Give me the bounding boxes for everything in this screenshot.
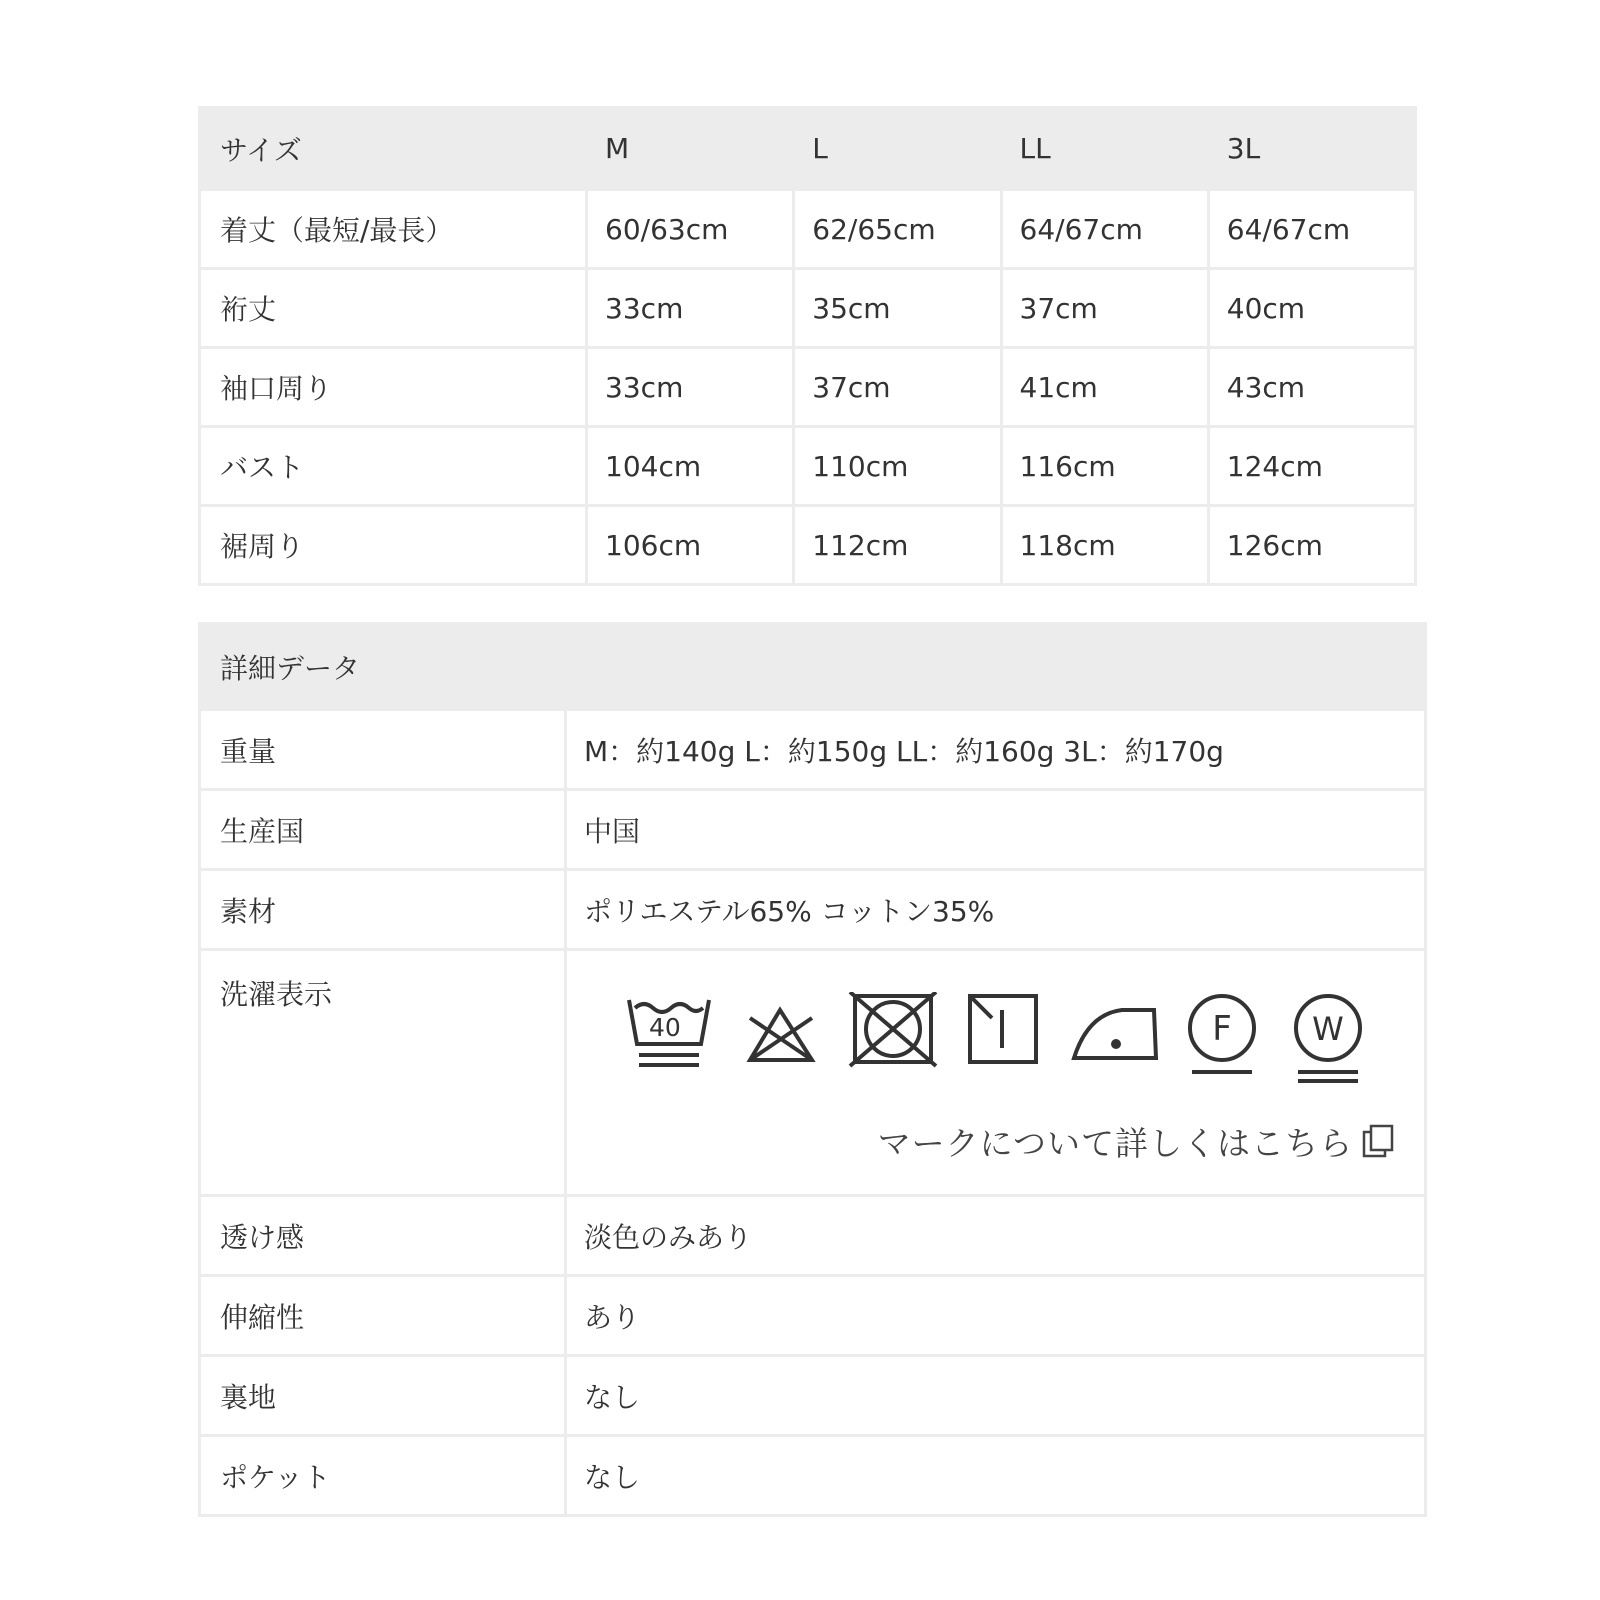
wash-wrap <box>584 952 1423 1192</box>
row-label: バスト <box>200 427 587 506</box>
detail-value: ポリエステル65% コットン35% <box>566 870 1426 950</box>
row-label: 着丈（最短/最長） <box>200 190 587 269</box>
wash-cell <box>566 950 1426 1196</box>
table-row <box>200 870 1426 950</box>
no-bleach-icon <box>750 1010 812 1060</box>
detail-table <box>198 622 1427 1517</box>
size-cell: 118cm <box>1001 506 1208 585</box>
detail-title: 詳細データ <box>200 624 1426 710</box>
row-label: 裾周り <box>200 506 587 585</box>
detail-label: 素材 <box>200 870 566 950</box>
table-row <box>200 269 1416 348</box>
size-cell: 64/67cm <box>1001 190 1208 269</box>
size-cell: 126cm <box>1208 506 1415 585</box>
table-row <box>200 190 1416 269</box>
table-row <box>200 710 1426 790</box>
table-row <box>200 1276 1426 1356</box>
iron-low-icon <box>1074 1010 1156 1058</box>
detail-value: なし <box>566 1436 1426 1516</box>
wash-40-icon <box>629 1000 709 1065</box>
size-cell: 104cm <box>587 427 794 506</box>
size-cell: 37cm <box>794 348 1001 427</box>
detail-value: なし <box>566 1356 1426 1436</box>
size-cell: 43cm <box>1208 348 1415 427</box>
dry-clean-f-icon <box>1190 996 1254 1072</box>
detail-label: 裏地 <box>200 1356 566 1436</box>
size-header-cell: LL <box>1001 108 1208 190</box>
size-cell: 110cm <box>794 427 1001 506</box>
table-row <box>200 1196 1426 1276</box>
table-row <box>200 1356 1426 1436</box>
size-header-cell: M <box>587 108 794 190</box>
size-cell: 62/65cm <box>794 190 1001 269</box>
detail-value: 中国 <box>566 790 1426 870</box>
detail-label: 伸縮性 <box>200 1276 566 1356</box>
detail-value: 淡色のみあり <box>566 1196 1426 1276</box>
size-cell: 112cm <box>794 506 1001 585</box>
table-row <box>200 506 1416 585</box>
table-row <box>200 427 1416 506</box>
wash-temp-label: 40 <box>649 1013 681 1042</box>
detail-label: 重量 <box>200 710 566 790</box>
detail-value: M：約140g L：約150g LL：約160g 3L：約170g <box>566 710 1426 790</box>
line-dry-shade-icon <box>970 996 1036 1062</box>
size-cell: 35cm <box>794 269 1001 348</box>
wash-icons <box>624 992 1384 1092</box>
care-label-link[interactable] <box>878 1118 1395 1165</box>
size-cell: 33cm <box>587 269 794 348</box>
size-cell: 41cm <box>1001 348 1208 427</box>
detail-label: 透け感 <box>200 1196 566 1276</box>
size-cell: 116cm <box>1001 427 1208 506</box>
size-header-row <box>200 108 1416 190</box>
detail-label: 洗濯表示 <box>200 950 566 1196</box>
row-label: 裄丈 <box>200 269 587 348</box>
size-cell: 60/63cm <box>587 190 794 269</box>
size-header-cell: 3L <box>1208 108 1415 190</box>
table-row <box>200 348 1416 427</box>
size-header-cell: L <box>794 108 1001 190</box>
no-tumble-dry-icon <box>850 992 936 1066</box>
size-cell: 40cm <box>1208 269 1415 348</box>
size-table <box>198 106 1417 586</box>
detail-header-row <box>200 624 1426 710</box>
size-cell: 124cm <box>1208 427 1415 506</box>
dry-clean-label: F <box>1212 1009 1232 1049</box>
size-cell: 106cm <box>587 506 794 585</box>
table-row <box>200 1436 1426 1516</box>
size-cell: 64/67cm <box>1208 190 1415 269</box>
size-cell: 33cm <box>587 348 794 427</box>
care-label-link-text[interactable]: マークについて詳しくはこちら <box>877 1124 1354 1163</box>
size-header-cell: サイズ <box>200 108 587 190</box>
wet-clean-label: W <box>1312 1010 1344 1048</box>
table-row <box>200 790 1426 870</box>
detail-value: あり <box>566 1276 1426 1356</box>
row-label: 袖口周り <box>200 348 587 427</box>
size-cell: 37cm <box>1001 269 1208 348</box>
external-link-icon <box>1361 1123 1395 1159</box>
detail-label: ポケット <box>200 1436 566 1516</box>
detail-label: 生産国 <box>200 790 566 870</box>
wet-clean-w-icon <box>1296 996 1360 1081</box>
wash-row <box>200 950 1426 1196</box>
